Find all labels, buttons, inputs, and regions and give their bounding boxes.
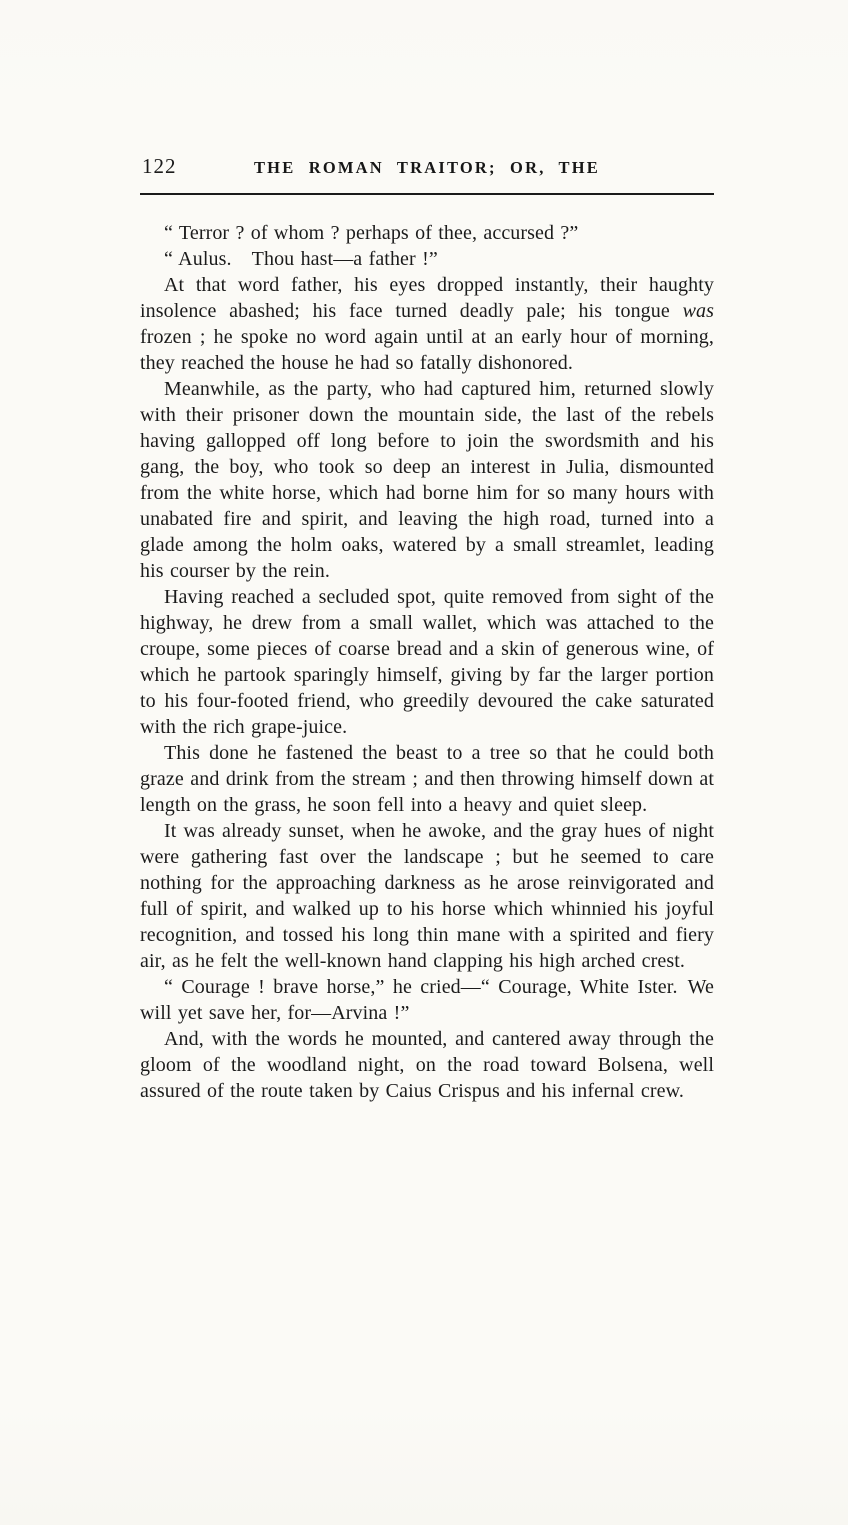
text-run: Having reached a secluded spot, quite removed from sight of the highway, he drew from a small wallet, which was attached to the croupe, some pieces of coarse bread and a skin of generous wine, of which he partook sparingly himself, giving by far the larger portion to his four-footed friend, who greedily devoured the cake saturated with the rich grape-juice. xyxy=(140,586,714,738)
text-run: “ Courage ! brave horse,” he cried—“ Courage, White Ister. We will yet save her, for—Arvina !” xyxy=(140,976,714,1024)
paragraph xyxy=(140,220,714,246)
paragraph xyxy=(140,818,714,974)
running-title: THE ROMAN TRAITOR; OR, THE xyxy=(253,158,601,177)
text-run: “ Terror ? of whom ? perhaps of thee, accursed ?” xyxy=(164,222,579,244)
text-run: frozen ; he spoke no word again until at an early hour of morning, they reached the house he had so fatally dishonored. xyxy=(140,326,714,374)
paragraph xyxy=(140,272,714,376)
paragraph xyxy=(140,974,714,1026)
text-run: And, with the words he mounted, and cantered away through the gloom of the woodland night, on the road toward Bolsena, well assured of the route taken by Caius Crispus and his infernal crew. xyxy=(140,1028,714,1102)
italic-text-run: was xyxy=(682,300,714,322)
paragraph xyxy=(140,584,714,740)
paragraph xyxy=(140,246,714,272)
text-run: At that word father, his eyes dropped instantly, their haughty insolence abashed; his face turned deadly pale; his tongue xyxy=(140,274,714,322)
paragraph xyxy=(140,1026,714,1104)
text-block xyxy=(140,220,714,1104)
paragraph xyxy=(140,740,714,818)
paragraph xyxy=(140,376,714,584)
header-rule xyxy=(140,193,714,195)
text-run: “ Aulus. Thou hast—a father !” xyxy=(164,248,438,270)
page-number: 122 xyxy=(142,154,177,178)
text-run: It was already sunset, when he awoke, and the gray hues of night were gathering fast over the landscape ; but he seemed to care nothing for the approaching darkness as he arose reinvigorated and full of spirit, and walked up to his horse which whinnied his joyful recognition, and tossed his long thin mane with a spirited and fiery air, as he felt the well-known hand clapping his high arched crest. xyxy=(140,820,714,972)
page-header xyxy=(140,156,714,182)
text-run: This done he fastened the beast to a tree so that he could both graze and drink from the stream ; and then throwing himself down at length on the grass, he soon fell into a heavy and quiet sleep. xyxy=(140,742,714,816)
text-run: Meanwhile, as the party, who had captured him, returned slowly with their prisoner down the mountain side, the last of the rebels having gallopped off long before to join the swordsmith and his gang, the boy, who took so deep an interest in Julia, dismounted from the white horse, which had borne him for so many hours with unabated fire and spirit, and leaving the high road, turned into a glade among the holm oaks, watered by a small streamlet, leading his courser by the rein. xyxy=(140,378,714,582)
